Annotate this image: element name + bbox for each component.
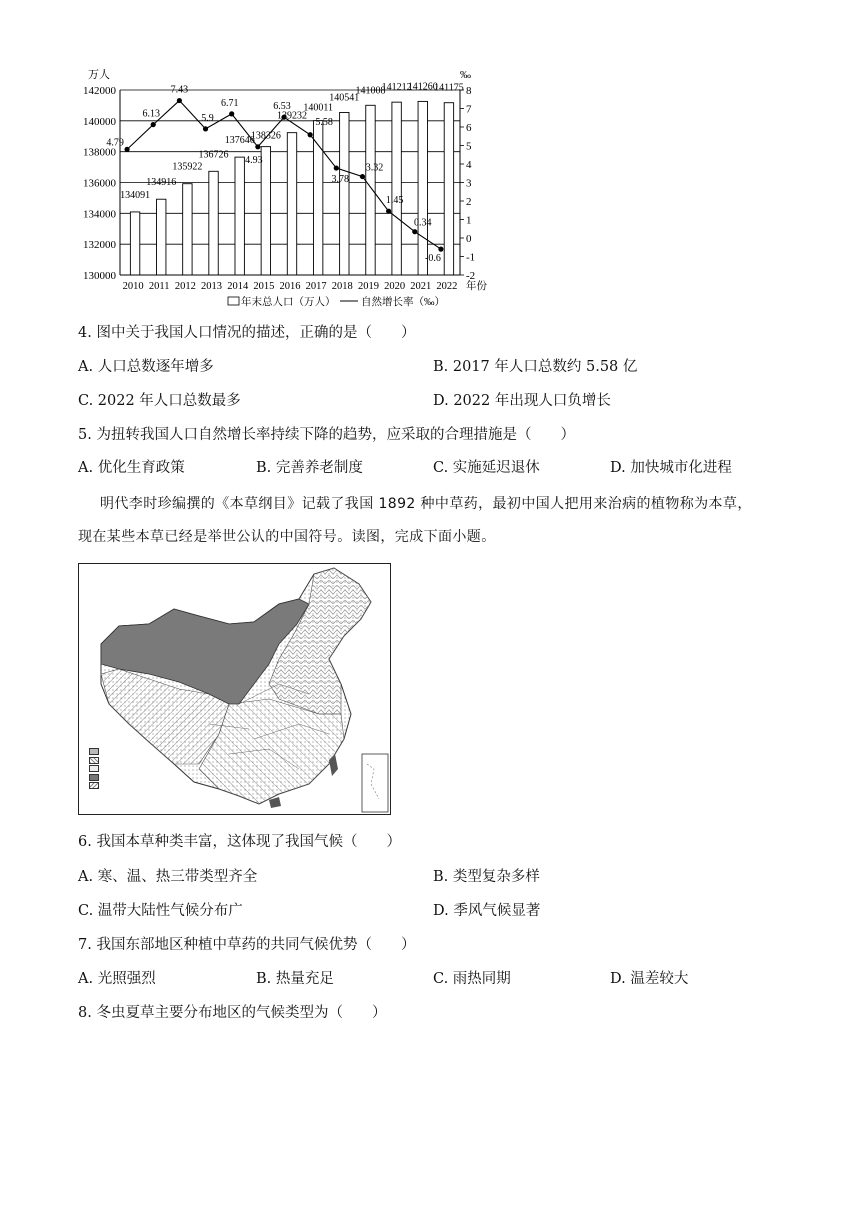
x-tick-label: 2017 bbox=[305, 281, 327, 292]
legend-item bbox=[89, 782, 99, 791]
bar bbox=[392, 102, 401, 275]
bar-value-label: 140541 bbox=[329, 92, 360, 104]
legend-bar-swatch bbox=[228, 297, 239, 305]
question-4-option-d[interactable]: D. 2022 年出现人口负增长 bbox=[433, 393, 611, 409]
line-value-label: 3.78 bbox=[331, 174, 350, 186]
question-7-option-c[interactable]: C. 雨热同期 bbox=[433, 971, 511, 987]
y-right-unit: ‰ bbox=[460, 69, 471, 81]
legend-bar-label: 年末总人口（万人） bbox=[241, 297, 336, 308]
bar-value-label: 136726 bbox=[198, 149, 229, 161]
x-tick-label: 2018 bbox=[331, 281, 353, 292]
bar-value-label: 135922 bbox=[172, 161, 203, 173]
question-5-option-c[interactable]: C. 实施延迟退休 bbox=[433, 460, 540, 476]
bar bbox=[209, 171, 218, 275]
y-left-tick-label: 140000 bbox=[83, 115, 116, 128]
bar-value-label: 140011 bbox=[303, 102, 333, 114]
y-left-tick-label: 132000 bbox=[83, 239, 116, 252]
question-4-option-a[interactable]: A. 人口总数逐年增多 bbox=[78, 359, 214, 375]
y-left-tick-label: 136000 bbox=[83, 177, 116, 190]
line-point bbox=[203, 126, 208, 131]
legend-item bbox=[89, 757, 99, 766]
bar bbox=[261, 147, 270, 275]
x-tick-label: 2019 bbox=[357, 281, 379, 292]
bar bbox=[183, 184, 192, 275]
question-5-option-b[interactable]: B. 完善养老制度 bbox=[256, 460, 363, 476]
question-6-option-c[interactable]: C. 温带大陆性气候分布广 bbox=[78, 903, 243, 919]
y-right-tick-label: -1 bbox=[466, 251, 476, 264]
y-right-tick-label: 4 bbox=[466, 159, 472, 171]
x-tick-label: 2010 bbox=[122, 281, 144, 292]
x-tick-label: 2012 bbox=[174, 281, 196, 292]
bar-value-label: 134916 bbox=[146, 177, 177, 189]
question-5-option-d[interactable]: D. 加快城市化进程 bbox=[610, 460, 732, 476]
y-left-tick-label: 130000 bbox=[83, 270, 116, 282]
line-point bbox=[229, 111, 234, 116]
line-point bbox=[412, 229, 417, 234]
line-value-label: 1.45 bbox=[385, 195, 404, 207]
bar bbox=[157, 199, 166, 275]
y-right-tick-label: 2 bbox=[466, 196, 472, 208]
line-point bbox=[386, 209, 391, 214]
bar-value-label: 139232 bbox=[277, 110, 307, 122]
y-right-tick-label: 1 bbox=[466, 214, 472, 227]
question-5-option-a[interactable]: A. 优化生育政策 bbox=[78, 460, 185, 476]
y-right-tick-label: 8 bbox=[466, 85, 472, 97]
line-value-label: 6.13 bbox=[142, 108, 160, 120]
question-7-option-b[interactable]: B. 热量充足 bbox=[256, 971, 334, 987]
line-point bbox=[177, 98, 182, 103]
bar bbox=[313, 121, 322, 275]
passage-line-1: 明代李时珍编撰的《本草纲目》记载了我国 1892 种中草药，最初中国人把用来治病的植物称为本草， bbox=[100, 496, 752, 512]
question-4-option-c[interactable]: C. 2022 年人口总数最多 bbox=[78, 393, 241, 409]
y-left-tick-label: 134000 bbox=[83, 208, 116, 221]
x-tick-label: 2020 bbox=[384, 281, 406, 292]
bar bbox=[444, 103, 453, 275]
legend-item bbox=[89, 748, 99, 757]
line-value-label: 6.71 bbox=[220, 97, 239, 109]
x-tick-label: 2015 bbox=[253, 281, 275, 292]
question-6-option-b[interactable]: B. 类型复杂多样 bbox=[433, 869, 540, 885]
bar-value-label: 141175 bbox=[434, 82, 464, 94]
bar-value-label: 134091 bbox=[120, 189, 151, 201]
map-legend bbox=[89, 748, 99, 791]
line-point bbox=[308, 132, 313, 137]
y-left-tick-label: 142000 bbox=[83, 85, 116, 97]
y-right-tick-label: 0 bbox=[466, 233, 472, 245]
line-point bbox=[255, 144, 260, 149]
x-tick-label: 2016 bbox=[279, 281, 301, 292]
bar-value-label: 137646 bbox=[224, 135, 255, 147]
line-value-label: 5.58 bbox=[315, 116, 333, 128]
question-7-option-a[interactable]: A. 光照强烈 bbox=[78, 971, 156, 987]
question-4-stem: 4. 图中关于我国人口情况的描述，正确的是（ ） bbox=[78, 325, 416, 341]
line-point bbox=[124, 147, 129, 152]
bar bbox=[340, 112, 349, 275]
china-map-drawing bbox=[79, 564, 390, 814]
bar bbox=[287, 133, 296, 275]
line-value-label: 7.43 bbox=[170, 84, 189, 96]
question-5-stem: 5. 为扭转我国人口自然增长率持续下降的趋势，应采取的合理措施是（ ） bbox=[78, 427, 575, 443]
line-point bbox=[360, 174, 365, 179]
x-tick-label: 2013 bbox=[201, 281, 223, 292]
bar-value-label: 138326 bbox=[250, 130, 281, 142]
legend-item bbox=[89, 765, 99, 774]
y-right-tick-label: 6 bbox=[466, 122, 472, 134]
south-sea-inset bbox=[362, 754, 388, 812]
bar bbox=[366, 105, 375, 275]
chart-bars bbox=[130, 101, 453, 275]
line-value-label: -0.6 bbox=[425, 253, 441, 265]
bar bbox=[130, 212, 139, 275]
y-right-tick-label: 5 bbox=[466, 140, 472, 153]
population-chart bbox=[60, 62, 490, 312]
x-tick-label: 2014 bbox=[227, 281, 249, 292]
line-value-label: 0.34 bbox=[414, 217, 432, 229]
bar-value-label: 141212 bbox=[381, 82, 412, 94]
x-tick-label: 2021 bbox=[410, 281, 432, 292]
question-6-option-a[interactable]: A. 寒、温、热三带类型齐全 bbox=[78, 869, 258, 885]
question-6-option-d[interactable]: D. 季风气候显著 bbox=[433, 903, 541, 919]
x-tick-label: 2022 bbox=[436, 281, 458, 292]
bar-value-label: 141260 bbox=[407, 81, 438, 93]
question-7-stem: 7. 我国东部地区种植中草药的共同气候优势（ ） bbox=[78, 937, 416, 953]
line-value-label: 3.32 bbox=[365, 162, 384, 174]
y-right-tick-label: 3 bbox=[466, 177, 472, 190]
china-climate-map bbox=[78, 563, 391, 815]
line-point bbox=[438, 247, 443, 252]
bar-value-label: 141008 bbox=[355, 85, 386, 97]
legend-line-label: 自然增长率（‰） bbox=[361, 297, 445, 308]
legend-item bbox=[89, 774, 99, 783]
y-left-unit: 万人 bbox=[88, 69, 110, 81]
passage-line-2: 现在某些本草已经是举世公认的中国符号。读图，完成下面小题。 bbox=[78, 529, 496, 545]
line-value-label: 4.93 bbox=[245, 154, 263, 166]
bar bbox=[235, 157, 244, 275]
bar bbox=[418, 101, 427, 275]
line-value-label: 4.79 bbox=[106, 137, 124, 149]
question-6-stem: 6. 我国本草种类丰富，这体现了我国气候（ ） bbox=[78, 834, 401, 850]
question-4-option-b[interactable]: B. 2017 年人口总数约 5.58 亿 bbox=[433, 359, 638, 375]
x-tick-label: 2011 bbox=[148, 281, 170, 292]
y-right-tick-label: 7 bbox=[466, 103, 472, 116]
line-value-label: 5.9 bbox=[201, 112, 214, 124]
line-point bbox=[334, 165, 339, 170]
line-point bbox=[151, 122, 156, 127]
x-axis-unit: 年份 bbox=[466, 281, 487, 292]
line-value-label: 6.53 bbox=[273, 101, 291, 113]
question-8-stem: 8. 冬虫夏草主要分布地区的气候类型为（ ） bbox=[78, 1005, 387, 1021]
y-left-tick-label: 138000 bbox=[83, 146, 116, 159]
y-right-tick-label: -2 bbox=[466, 270, 476, 282]
question-7-option-d[interactable]: D. 温差较大 bbox=[610, 971, 689, 987]
